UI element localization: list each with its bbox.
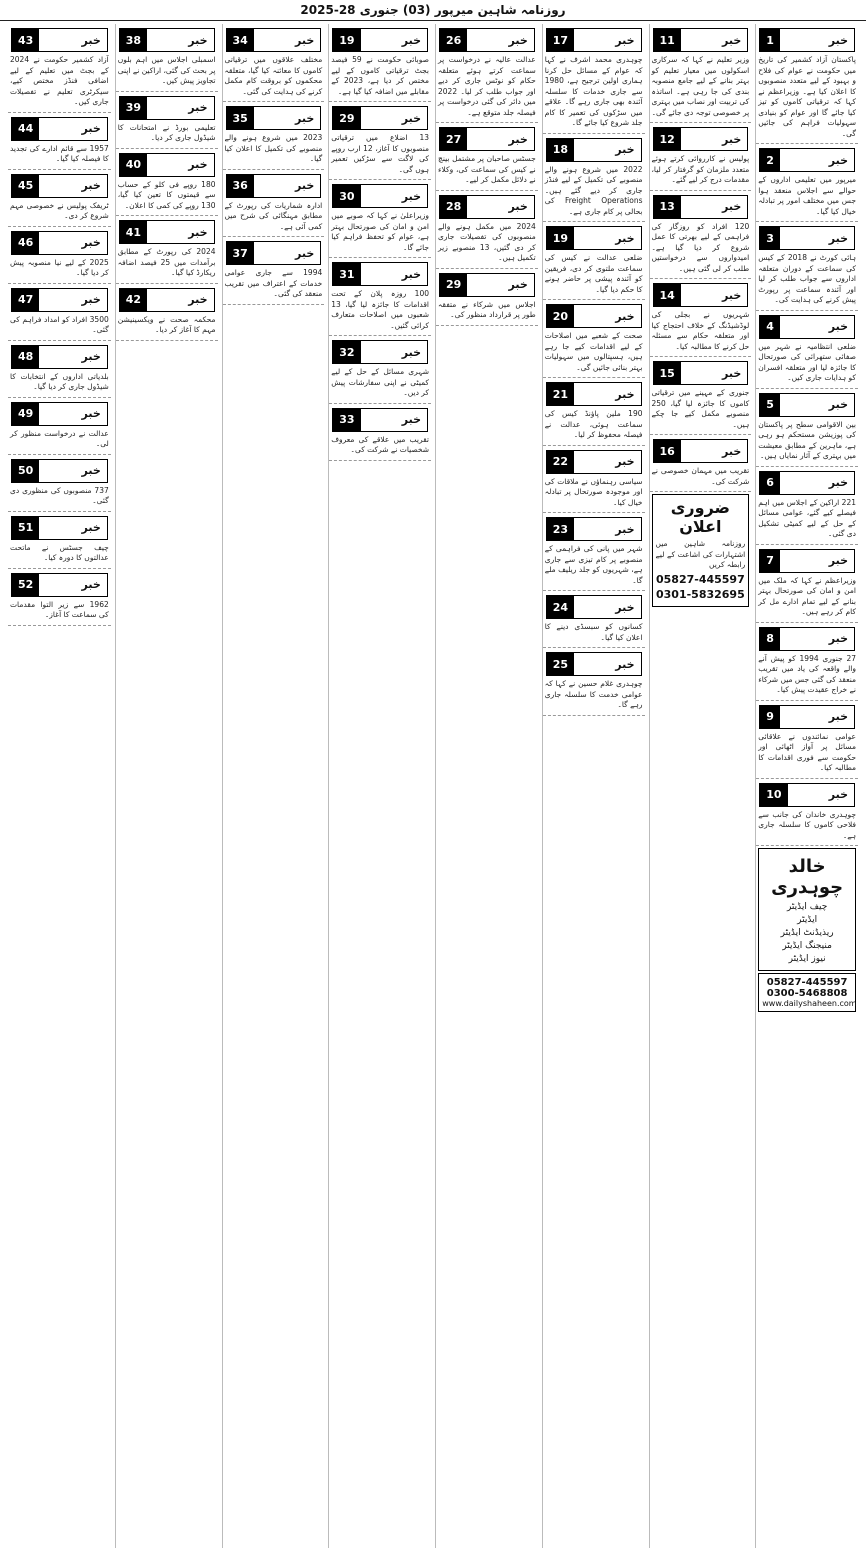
news-number: 29 xyxy=(440,274,467,296)
news-number-box xyxy=(759,28,855,52)
news-number-box xyxy=(759,226,855,250)
news-number-box xyxy=(546,28,642,52)
news-item xyxy=(756,222,858,311)
news-item xyxy=(543,378,645,446)
news-body: عدالت عالیہ نے درخواست پر سماعت کرتے ہوئے متعلقہ حکام کو نوٹس جاری کر دیے اور جواب طلب کر لیا۔ 2022 میں دائر کی گئی درخواست پر فیصلہ جلد متوقع ہے۔ xyxy=(438,55,536,117)
news-label: خبر xyxy=(615,455,635,468)
news-number: 6 xyxy=(760,472,780,494)
news-body: عدالت نے درخواست منظور کر لی۔ xyxy=(10,428,109,448)
news-item xyxy=(543,591,645,648)
news-body: 120 افراد کو روزگار کی فراہمی کے لیے بھرتی کا عمل شروع کر دیا گیا ہے۔ امیدواروں سے درخواستیں طلب کر لی گئی ہیں۔ xyxy=(651,221,750,273)
news-item xyxy=(756,701,858,779)
news-item xyxy=(543,300,645,378)
news-number-box xyxy=(759,549,855,573)
news-number: 37 xyxy=(227,242,254,264)
news-body: چوہدری محمد اشرف نے کہا کہ عوام کے مسائل حل کرنا ہماری اولین ترجیح ہے، 1980 سے جاری خدمات کا سلسلہ آئندہ بھی جاری رہے گا۔ علاقے میں سڑکوں کی تعمیر کا کام جلد شروع کیا جائے گا۔ xyxy=(544,55,643,127)
news-number-box xyxy=(119,28,215,52)
news-item xyxy=(543,134,645,223)
news-body: چوہدری غلام حسین نے کہا کہ عوامی خدمت کا سلسلہ جاری رہے گا۔ xyxy=(544,679,643,709)
news-item xyxy=(8,284,111,341)
news-column xyxy=(542,24,645,1548)
news-body: اسمبلی اجلاس میں اہم بلوں پر بحث کی گئی، اراکین نے اپنی تجاویز پیش کیں۔ xyxy=(117,55,216,85)
news-number: 50 xyxy=(12,460,39,482)
news-number: 26 xyxy=(440,29,467,51)
news-number-box xyxy=(11,174,108,198)
news-label: خبر xyxy=(828,476,848,489)
news-item xyxy=(756,467,858,545)
news-label: خبر xyxy=(81,236,101,249)
news-number-box xyxy=(11,402,108,426)
news-body: چیف جسٹس نے ماتحت عدالتوں کا دورہ کیا۔ xyxy=(10,542,109,562)
news-item xyxy=(436,191,538,269)
news-number: 19 xyxy=(547,227,574,249)
announcement-text: روزنامہ شاہین میں اشتہارات کی اشاعت کے لیے رابطہ کریں xyxy=(655,539,746,569)
news-item xyxy=(756,144,858,222)
news-item xyxy=(329,24,431,102)
news-body: 2024 میں مکمل ہونے والے منصوبوں کی تفصیلات جاری کر دی گئیں، 13 منصوبے زیر تکمیل ہیں۔ xyxy=(438,221,536,262)
news-number: 5 xyxy=(760,394,780,416)
news-label: خبر xyxy=(81,407,101,420)
news-number: 35 xyxy=(227,107,254,129)
news-number: 17 xyxy=(547,29,574,51)
news-number: 32 xyxy=(333,341,360,363)
news-body: بین الاقوامی سطح پر پاکستان کی پوزیشن مستحکم ہو رہی ہے، ماہرین کے مطابق معیشت میں بہتری کے آثار نمایاں ہیں۔ xyxy=(758,419,856,460)
editorial-role: منیجنگ ایڈیٹر xyxy=(782,941,832,951)
news-body: اجلاس میں شرکاء نے متفقہ طور پر قرارداد منظور کی۔ xyxy=(438,299,536,319)
news-body: ہائی کورٹ نے 2018 کے کیس کی سماعت کے دوران متعلقہ اداروں سے جواب طلب کر لیا اور آئندہ سماعت پر رپورٹ پیش کرنے کی ہدایت کی۔ xyxy=(758,253,856,304)
news-item xyxy=(543,222,645,300)
news-item xyxy=(8,341,111,398)
news-label: خبر xyxy=(721,366,742,380)
news-item xyxy=(650,191,752,280)
news-number: 21 xyxy=(547,383,574,405)
news-label: خبر xyxy=(188,225,208,239)
news-item xyxy=(756,24,858,144)
news-number-box xyxy=(11,117,108,141)
news-number: 11 xyxy=(654,29,681,51)
news-number-box xyxy=(119,153,215,177)
news-number-box xyxy=(546,138,642,162)
news-number-box xyxy=(653,127,749,151)
news-number-box xyxy=(546,304,642,328)
news-number-box xyxy=(759,315,855,339)
news-number: 4 xyxy=(760,316,780,338)
news-item xyxy=(116,92,218,149)
news-label: خبر xyxy=(81,464,101,477)
news-body: ادارہ شماریات کی رپورٹ کے مطابق مہنگائی کی شرح میں کمی آئی ہے۔ xyxy=(224,200,323,231)
news-label: خبر xyxy=(81,33,101,47)
news-label: خبر xyxy=(828,320,848,333)
news-label: خبر xyxy=(721,132,742,146)
news-number-box xyxy=(439,273,535,297)
news-number-box xyxy=(332,184,428,208)
news-number: 8 xyxy=(760,628,780,650)
news-item xyxy=(116,216,218,284)
news-body: شہری مسائل کے حل کے لیے کمیٹی نے اپنی سفارشات پیش کر دیں۔ xyxy=(331,367,429,397)
news-label: خبر xyxy=(81,350,101,363)
news-number-box xyxy=(11,516,108,540)
news-number-box xyxy=(332,106,428,130)
news-number: 33 xyxy=(333,409,360,431)
news-body: 100 روزہ پلان کے تحت اقدامات کا جائزہ لیا گیا، 13 شعبوں میں اصلاحات متعارف کرائی گئیں۔ xyxy=(331,289,429,330)
news-number-box xyxy=(332,28,428,52)
news-number-box xyxy=(546,226,642,250)
news-number-box xyxy=(11,573,108,597)
editor-name: خالد چوہدری xyxy=(771,856,844,898)
editorial-role: نیوز ایڈیٹر xyxy=(788,954,826,964)
masthead-dateline: روزنامہ شاہین میرپور (03) جنوری 28-2025 xyxy=(0,0,866,21)
news-column xyxy=(435,24,538,1548)
news-label: خبر xyxy=(508,278,528,291)
news-body: وزیراعلیٰ نے کہا کہ صوبے میں امن و امان کی صورتحال بہتر ہے، عوام کو تحفظ فراہم کیا جائے گا۔ xyxy=(331,211,429,252)
news-label: خبر xyxy=(508,200,528,213)
news-body: 190 ملین پاؤنڈ کیس کی سماعت ہوئی، عدالت نے فیصلہ محفوظ کر لیا۔ xyxy=(544,409,643,439)
news-column xyxy=(328,24,431,1548)
news-label: خبر xyxy=(81,179,101,192)
news-number: 25 xyxy=(547,653,574,675)
news-label: خبر xyxy=(81,122,101,135)
news-label: خبر xyxy=(721,33,742,47)
editorial-role: ایڈیٹر xyxy=(797,915,818,925)
news-label: خبر xyxy=(81,293,101,306)
news-body: 1957 سے قائم ادارے کی تجدید کا فیصلہ کیا گیا۔ xyxy=(10,143,109,163)
news-item xyxy=(756,311,858,389)
news-body: 3500 افراد کو امداد فراہم کی گئی۔ xyxy=(10,314,109,334)
news-item xyxy=(8,227,111,284)
news-number-box xyxy=(11,288,108,312)
news-number-box xyxy=(332,262,428,286)
news-body: 2025 کے لیے نیا منصوبہ پیش کر دیا گیا۔ xyxy=(10,257,109,277)
news-item xyxy=(223,237,325,305)
news-item xyxy=(756,389,858,467)
news-item xyxy=(223,24,325,102)
news-body: 2023 میں شروع ہونے والے منصوبے کی تکمیل کا اعلان کیا گیا۔ xyxy=(224,133,323,163)
news-number-box xyxy=(759,627,855,651)
news-item xyxy=(650,279,752,357)
news-label: خبر xyxy=(294,246,315,260)
news-label: خبر xyxy=(615,657,635,671)
news-number-box xyxy=(759,393,855,417)
contact-box xyxy=(758,973,856,1012)
news-label: خبر xyxy=(508,33,528,47)
news-item xyxy=(8,569,111,626)
news-number: 34 xyxy=(227,29,254,51)
news-body: 1962 سے زیر التوا مقدمات کی سماعت کا آغاز۔ xyxy=(10,599,109,619)
news-number-box xyxy=(546,595,642,619)
news-number-box xyxy=(226,241,322,265)
news-number: 29 xyxy=(333,107,360,129)
news-item xyxy=(8,512,111,569)
news-body: صوبائی حکومت نے 59 فیصد بجٹ ترقیاتی کاموں کے لیے مختص کر دیا ہے، 2023 کے مقابلے میں اضافہ کیا گیا ہے۔ xyxy=(331,55,429,96)
news-label: خبر xyxy=(294,179,315,192)
news-body: 221 اراکین کے اجلاس میں اہم فیصلے کیے گئے، عوامی مسائل کے حل کے لیے کمیٹی تشکیل دی گئی۔ xyxy=(758,497,856,538)
news-label: خبر xyxy=(294,111,315,125)
news-number: 27 xyxy=(440,128,467,150)
news-number: 51 xyxy=(12,517,39,539)
news-number-box xyxy=(439,28,535,52)
news-item xyxy=(543,648,645,716)
news-item xyxy=(329,404,431,461)
news-number-box xyxy=(332,340,428,364)
news-body: ضلعی انتظامیہ نے شہر میں صفائی ستھرائی کی صورتحال کا جائزہ لیا اور متعلقہ افسران کو ہدایات جاری کیں۔ xyxy=(758,341,856,382)
news-number: 31 xyxy=(333,263,360,285)
editorial-role: چیف ایڈیٹر xyxy=(786,902,828,912)
news-body: چوہدری خاندان کی جانب سے فلاحی کاموں کا سلسلہ جاری ہے۔ xyxy=(758,809,856,840)
news-item xyxy=(329,258,431,336)
news-item xyxy=(116,149,218,217)
news-item xyxy=(116,24,218,92)
news-label: خبر xyxy=(81,521,101,534)
news-number: 30 xyxy=(333,185,360,207)
news-body: شہر میں پانی کی فراہمی کے منصوبے پر کام تیزی سے جاری ہے، شہریوں کو جلد ریلیف ملے گا۔ xyxy=(544,544,643,585)
news-label: خبر xyxy=(828,398,848,411)
news-number-box xyxy=(226,106,322,130)
phone-number: 0301-5832695 xyxy=(655,587,745,601)
news-item xyxy=(650,357,752,435)
news-number: 48 xyxy=(12,346,39,368)
news-number: 1 xyxy=(760,29,780,51)
news-item xyxy=(329,336,431,404)
news-number-box xyxy=(11,28,108,52)
news-body: 2022 میں شروع ہونے والے منصوبے کی تکمیل کے لیے فنڈز جاری کر دیے گئے ہیں۔ Freight Operations کی بحالی پر کام جاری ہے۔ xyxy=(544,164,643,216)
news-number-box xyxy=(759,471,855,495)
news-number: 9 xyxy=(760,706,780,728)
news-number: 22 xyxy=(547,451,574,473)
news-item xyxy=(756,545,858,623)
news-number: 45 xyxy=(12,175,39,197)
news-column xyxy=(755,24,858,1548)
news-number-box xyxy=(546,450,642,474)
news-label: خبر xyxy=(828,632,848,645)
news-number-box xyxy=(11,345,108,369)
news-column xyxy=(8,24,111,1548)
news-number-box xyxy=(653,439,749,463)
news-item xyxy=(223,102,325,170)
news-body: عوامی نمائندوں نے علاقائی مسائل پر آواز اٹھائی اور حکومت سے فوری اقدامات کا مطالبہ کیا۔ xyxy=(758,731,856,772)
news-number: 41 xyxy=(120,221,147,243)
news-item xyxy=(436,24,538,123)
news-body: ٹریفک پولیس نے خصوصی مہم شروع کر دی۔ xyxy=(10,200,109,220)
news-number: 19 xyxy=(333,29,360,51)
news-label: خبر xyxy=(615,33,635,47)
news-body: 13 اضلاع میں ترقیاتی منصوبوں کا آغاز، 12 ارب روپے کی لاگت سے سڑکیں تعمیر ہوں گی۔ xyxy=(331,133,429,174)
news-item xyxy=(756,623,858,701)
news-label: خبر xyxy=(401,345,421,359)
news-number: 3 xyxy=(760,227,780,249)
news-number: 23 xyxy=(547,518,574,540)
news-item xyxy=(8,170,111,227)
news-number: 49 xyxy=(12,403,39,425)
news-number-box xyxy=(653,195,749,219)
news-item xyxy=(650,24,752,123)
news-number: 16 xyxy=(654,440,681,462)
news-number-box xyxy=(759,705,855,729)
news-item xyxy=(756,779,858,847)
news-number: 43 xyxy=(12,29,39,51)
news-number: 20 xyxy=(547,305,574,327)
news-number: 12 xyxy=(654,128,681,150)
phone-number: 05827-445597 xyxy=(766,977,848,988)
news-number: 38 xyxy=(120,29,147,51)
news-number: 40 xyxy=(120,154,147,176)
news-body: کسانوں کو سبسڈی دینے کا اعلان کیا گیا۔ xyxy=(544,622,643,642)
news-number-box xyxy=(546,652,642,676)
news-number: 28 xyxy=(440,196,467,218)
news-number: 52 xyxy=(12,574,39,596)
news-body: بلدیاتی اداروں کے انتخابات کا شیڈول جاری کر دیا گیا۔ xyxy=(10,371,109,391)
news-label: خبر xyxy=(721,288,742,302)
news-number-box xyxy=(226,28,322,52)
news-body: 1994 سے جاری عوامی خدمات کے اعتراف میں تقریب منعقد کی گئی۔ xyxy=(224,268,323,298)
news-label: خبر xyxy=(401,111,421,125)
news-body: 2024 کی رپورٹ کے مطابق برآمدات میں 25 فیصد اضافہ ریکارڈ کیا گیا۔ xyxy=(117,247,216,277)
news-number-box xyxy=(332,408,428,432)
news-label: خبر xyxy=(615,522,635,536)
news-number: 24 xyxy=(547,596,574,618)
news-number: 13 xyxy=(654,196,681,218)
news-body: آزاد کشمیر حکومت نے 2024 کے بجٹ میں تعلیم کے لیے اضافی فنڈز مختص کیے، سیکرٹری تعلیم نے تفصیلات جاری کیں۔ xyxy=(10,55,109,106)
news-number-box xyxy=(759,783,855,807)
news-body: محکمہ صحت نے ویکسینیشن مہم کا آغاز کر دیا۔ xyxy=(117,314,216,334)
website-link[interactable]: www.dailyshaheen.com xyxy=(762,999,857,1008)
news-number-box xyxy=(119,220,215,244)
news-item xyxy=(543,513,645,591)
news-label: خبر xyxy=(401,413,421,426)
news-label: خبر xyxy=(401,33,421,47)
news-body: شہریوں نے بجلی کی لوڈشیڈنگ کے خلاف احتجاج کیا اور متعلقہ حکام سے مسئلہ حل کرنے کا مطالبہ کیا۔ xyxy=(651,310,750,351)
news-number-box xyxy=(119,288,215,312)
phone-number: 0300-5468808 xyxy=(766,988,848,999)
news-number: 14 xyxy=(654,284,681,306)
news-body: وزیراعظم نے کہا کہ ملک میں امن و امان کی صورتحال بہتر بنانے کے لیے تمام ادارے مل کر کام کر رہے ہیں۔ xyxy=(758,575,856,616)
news-label: خبر xyxy=(615,387,635,401)
news-number-box xyxy=(439,195,535,219)
news-label: خبر xyxy=(828,554,848,567)
news-number: 15 xyxy=(654,362,681,384)
news-label: خبر xyxy=(828,153,848,167)
news-body: مختلف علاقوں میں ترقیاتی کاموں کا معائنہ کیا گیا، متعلقہ محکموں کو بروقت کام مکمل کرنے کی ہدایت کی گئی۔ xyxy=(224,55,323,96)
news-label: خبر xyxy=(508,132,528,146)
news-number: 7 xyxy=(760,550,780,572)
news-item xyxy=(116,284,218,341)
news-number: 18 xyxy=(547,139,574,161)
news-body: 737 منصوبوں کی منظوری دی گئی۔ xyxy=(10,485,109,505)
news-number: 42 xyxy=(120,289,147,311)
news-label: خبر xyxy=(615,143,635,156)
news-number: 10 xyxy=(760,784,787,806)
news-body: تقریب میں علاقے کی معروف شخصیات نے شرکت کی۔ xyxy=(331,434,429,454)
news-body: تعلیمی بورڈ نے امتحانات کا شیڈول جاری کر دیا۔ xyxy=(117,122,216,142)
news-number-box xyxy=(546,382,642,406)
news-label: خبر xyxy=(401,189,421,203)
news-number: 2 xyxy=(760,149,780,171)
news-number: 46 xyxy=(12,232,39,254)
news-number: 36 xyxy=(227,175,254,197)
news-body: جنوری کے مہینے میں ترقیاتی کاموں کا جائزہ لیا گیا، 250 منصوبے مکمل کیے جا چکے ہیں۔ xyxy=(651,388,750,429)
news-number: 44 xyxy=(12,118,39,140)
news-label: خبر xyxy=(721,444,742,458)
news-body: سیاسی رہنماؤں نے ملاقات کی اور موجودہ صورتحال پر تبادلہ خیال کیا۔ xyxy=(544,476,643,507)
news-column xyxy=(649,24,752,1548)
news-item xyxy=(436,123,538,191)
news-label: خبر xyxy=(828,710,848,723)
news-item xyxy=(8,455,111,512)
news-label: خبر xyxy=(188,33,208,47)
news-column xyxy=(115,24,218,1548)
news-item xyxy=(436,269,538,326)
news-label: خبر xyxy=(828,33,848,47)
news-label: خبر xyxy=(828,231,848,245)
editorial-role: ریذیڈنٹ ایڈیٹر xyxy=(780,928,834,938)
news-label: خبر xyxy=(615,231,635,245)
news-body: تقریب میں مہمان خصوصی نے شرکت کی۔ xyxy=(651,466,750,486)
news-column xyxy=(222,24,325,1548)
news-body: پاکستان آزاد کشمیر کی تاریخ میں حکومت نے عوام کی فلاح و بہبود کے لیے متعدد منصوبوں کا اعلان کیا ہے۔ وزیراعظم نے کہا کہ ترقیاتی کاموں کو تیز کیا جائے گا اور عوام کو بنیادی سہولیات فراہم کی جائیں گی۔ xyxy=(758,55,856,138)
announcement-title: ضروری اعلان xyxy=(670,498,730,536)
news-body: صحت کے شعبے میں اصلاحات کے لیے اقدامات کیے جا رہے ہیں، ہسپتالوں میں سہولیات بہتر بنائی جائیں گی۔ xyxy=(544,331,643,372)
news-number-box xyxy=(653,28,749,52)
news-label: خبر xyxy=(188,101,208,114)
news-body: جسٹس صاحبان پر مشتمل بینچ نے کیس کی سماعت کی، وکلاء نے دلائل مکمل کر لیے۔ xyxy=(438,154,536,184)
news-item xyxy=(650,435,752,492)
editorial-board xyxy=(758,848,856,971)
news-item xyxy=(650,123,752,191)
news-body: 180 روپے فی کلو کے حساب سے قیمتوں کا تعین کیا گیا، 130 روپے کی کمی کا اعلان۔ xyxy=(117,179,216,210)
news-number-box xyxy=(759,148,855,172)
news-item xyxy=(8,113,111,170)
news-label: خبر xyxy=(188,293,208,306)
news-number-box xyxy=(119,96,215,120)
news-number-box xyxy=(11,231,108,255)
news-label: خبر xyxy=(615,309,635,323)
news-label: خبر xyxy=(721,200,742,213)
news-item xyxy=(329,180,431,258)
news-label: خبر xyxy=(828,788,848,801)
columns-container xyxy=(8,24,858,1548)
news-label: خبر xyxy=(401,267,421,281)
news-body: وزیر تعلیم نے کہا کہ سرکاری اسکولوں میں معیار تعلیم کو بہتر بنانے کے لیے جامع منصوبہ بندی کی جا رہی ہے۔ اساتذہ کی تربیت اور نصاب میں بہتری پر خصوصی توجہ دی جائے گی۔ xyxy=(651,55,750,117)
news-item xyxy=(543,446,645,514)
news-label: خبر xyxy=(188,158,208,171)
phone-number: 05827-445597 xyxy=(655,572,745,586)
news-number: 47 xyxy=(12,289,39,311)
news-item xyxy=(543,24,645,134)
news-body: میرپور میں تعلیمی اداروں کے حوالے سے اجلاس منعقد ہوا جس میں مختلف امور پر تبادلہ خیال کیا گیا۔ xyxy=(758,175,856,216)
news-item xyxy=(8,398,111,455)
news-item xyxy=(8,24,111,113)
news-body: 27 جنوری 1994 کو پیش آنے والے واقعہ کی یاد میں تقریب منعقد کی گئی جس میں شرکاء نے خراج عقیدت پیش کیا۔ xyxy=(758,653,856,694)
news-item xyxy=(329,102,431,180)
news-number-box xyxy=(439,127,535,151)
news-body: پولیس نے کارروائی کرتے ہوئے متعدد ملزمان کو گرفتار کر لیا، مقدمات درج کر لیے گئے۔ xyxy=(651,154,750,184)
news-label: خبر xyxy=(81,578,101,591)
news-item xyxy=(223,170,325,238)
news-number-box xyxy=(226,174,322,198)
news-label: خبر xyxy=(294,33,315,47)
news-number-box xyxy=(546,517,642,541)
urgent-announcement xyxy=(652,494,750,607)
news-number-box xyxy=(653,361,749,385)
news-number-box xyxy=(653,283,749,307)
news-number-box xyxy=(11,459,108,483)
news-body: ضلعی عدالت نے کیس کی سماعت ملتوی کر دی، فریقین کو آئندہ پیشی پر حاضر ہونے کا حکم دیا گیا۔ xyxy=(544,253,643,294)
news-number: 39 xyxy=(120,97,147,119)
news-label: خبر xyxy=(615,600,635,614)
